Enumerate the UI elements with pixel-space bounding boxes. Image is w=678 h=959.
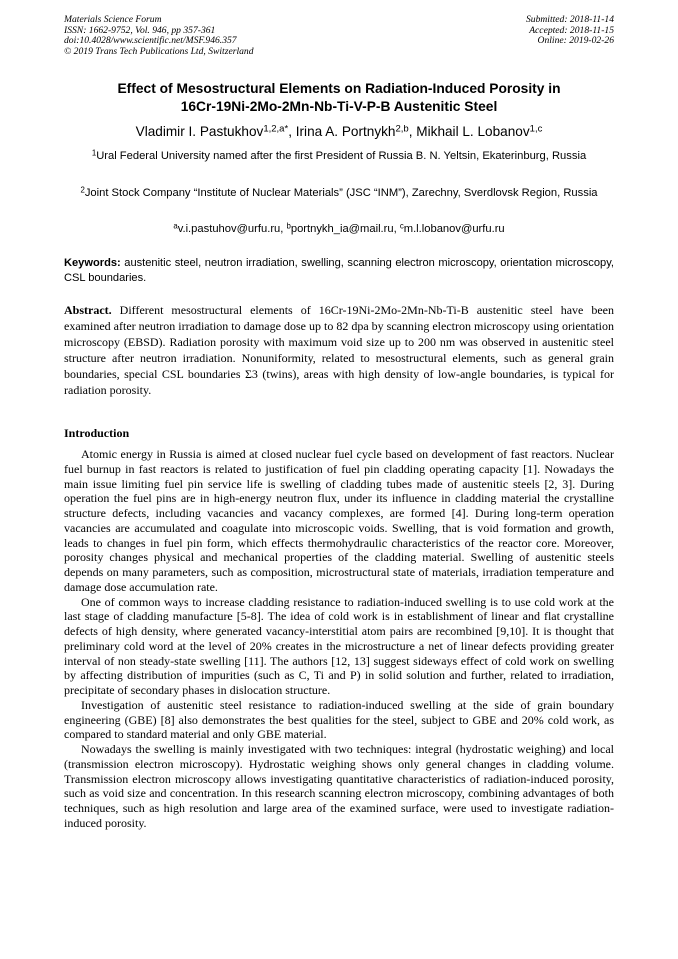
author-emails [64, 222, 614, 237]
author-name: Mikhail L. Lobanov [416, 124, 530, 139]
abstract-text: Different mesostructural elements of 16Cr-19Ni-2Mo-2Mn-Nb-Ti-B austenitic steel have been examined after neutron irradiation to damage dose up to 82 dpa by scanning electron microscopy using orientation microscopy (EBSD). Radiation porosity with maximum void size up to 200 nm was observed in austenitic steel structure after neutron irradiation. Nonuniformity, related to mesostructural elements, such as general grain boundaries, special CSL boundaries Σ3 (twins), areas with high density of low-angle boundaries, is typical for radiation porosity. [64, 303, 615, 397]
title-line-1: Effect of Mesostructural Elements on Radiation-Induced Porosity in [117, 81, 561, 96]
introduction-body [64, 447, 614, 831]
copyright-line: © 2019 Trans Tech Publications Ltd, Switzerland [64, 45, 254, 57]
paragraph: Nowadays the swelling is mainly investigated with two techniques: integral (hydrostatic weighing) and local (transmission electron microscopy). Hydrostatic weighing shows only general changes in cladding volume. Transmission electron microscopy allows investigating quantitative characteristics of radiation-induced porosity, such as void size and concentration. In this research scanning electron microscopy, combining advantages of both techniques, such as high resolution and large area of the examined surface, were used to investigate radiation-induced porosity. [64, 742, 614, 830]
paragraph: Atomic energy in Russia is aimed at closed nuclear fuel cycle based on development of fast reactors. Nuclear fuel burnup in fast reactors is related to justification of fuel pin cladding operating capacity [1]. Nowadays the main issue limiting fuel pin service life is swelling of cladding tubes made of austenitic steels [2, 3]. During operation the fuel pins are in high-energy neutron flux, under its influence in cladding material the crystalline structure defects, including vacancies and vacancy complexes, are formed [4]. During long-term operation vacancies are accumulated and coagulate into microscopic voids. Swelling, that is void formation and growth, leads to changes in fuel pin form, which effects thermohydraulic characteristics of the reactor core. Moreover, porosity changes physical and mechanical properties of the cladding material. Swelling of austenitic steels depends on many parameters, such as composition, microstructural state of materials, irradiation temperature and damage dose accumulation rate. [64, 447, 614, 594]
email-address: portnykh_ia@mail.ru [290, 223, 394, 235]
author-affiliation-mark: 1,c [529, 123, 543, 135]
affiliation-1 [64, 148, 614, 165]
title-line-2: 16Cr-19Ni-2Mo-2Mn-Nb-Ti-V-P-B Austenitic Steel [180, 99, 498, 114]
submission-dates [526, 15, 614, 47]
online-date: Online: 2019-02-26 [537, 35, 614, 47]
author-separator: , [288, 124, 296, 139]
paragraph: One of common ways to increase cladding resistance to radiation-induced swelling is to use cold work at the last stage of cladding manufacture [5-8]. The idea of cold work is in establishment of linear and flat crystalline defects of high density, where generated vacancy-interstitial atom pairs are recombined [9,10]. It is thought that preliminary cold word at the level of 20% creates in the microstructure a net of linear defects providing greater interval of non steady-state swelling [11]. The authors [12, 13] suggest sideways effect of cold work on swelling by affecting distribution of impurities (such as C, Ti and P) in solid solution and further, related to irradiation, precipitate of secondary phases in dislocation structure. [64, 594, 614, 697]
author-name: Irina A. Portnykh [295, 124, 396, 139]
email-mark: c [399, 221, 404, 231]
email-entry [400, 223, 505, 235]
email-entry [173, 223, 286, 235]
email-entry [286, 223, 399, 235]
affiliation-mark: 1 [91, 148, 97, 158]
affiliation-mark: 2 [80, 185, 85, 195]
author-affiliation-mark: 1,2,a* [263, 123, 289, 135]
keywords-text: austenitic steel, neutron irradiation, swelling, scanning electron microscopy, orientation microscopy, CSL boundaries. [64, 257, 614, 284]
abstract-label: Abstract. [64, 303, 112, 317]
email-address: v.i.pastuhov@urfu.ru [177, 223, 281, 235]
author-name: Vladimir I. Pastukhov [135, 124, 264, 139]
email-address: m.l.lobanov@urfu.ru [403, 223, 505, 235]
accepted-date: Accepted: 2018-11-15 [529, 24, 614, 36]
email-mark: b [286, 221, 291, 231]
submitted-date: Submitted: 2018-11-14 [525, 14, 614, 25]
author-list [40, 123, 638, 141]
author [416, 124, 542, 139]
affiliation-2 [64, 185, 614, 202]
doi-line: doi:10.4028/www.scientific.net/MSF.946.357 [64, 35, 237, 47]
email-mark: a [173, 221, 178, 231]
email-separator: , [393, 223, 400, 235]
author-affiliation-mark: 2,b [395, 123, 409, 135]
abstract [64, 303, 614, 398]
journal-info [64, 15, 254, 57]
journal-name: Materials Science Forum [64, 14, 162, 25]
issn-line: ISSN: 1662-9752, Vol. 946, pp 357-361 [64, 24, 216, 36]
author [136, 124, 296, 139]
affiliation-text: Ural Federal University named after the first President of Russia B. N. Yeltsin, Ekaterinburg, Russia [96, 150, 587, 162]
paper-title [64, 80, 614, 116]
paragraph: Investigation of austenitic steel resistance to radiation-induced swelling at the side of grain boundary engineering (GBE) [8] also demonstrates the best qualities for the steel, subject to GBE and 20% cold work, as compared to standard material and only GBE material. [64, 697, 614, 742]
affiliation-text: Joint Stock Company “Institute of Nuclear Materials” (JSC “INM”), Zarechny, Sverdlovsk Region, Russia [84, 187, 598, 199]
keywords [64, 256, 614, 285]
author-separator: , [408, 124, 417, 139]
author [296, 124, 417, 139]
section-heading-introduction: Introduction [64, 426, 130, 440]
email-separator: , [280, 223, 287, 235]
keywords-label: Keywords: [64, 257, 121, 269]
